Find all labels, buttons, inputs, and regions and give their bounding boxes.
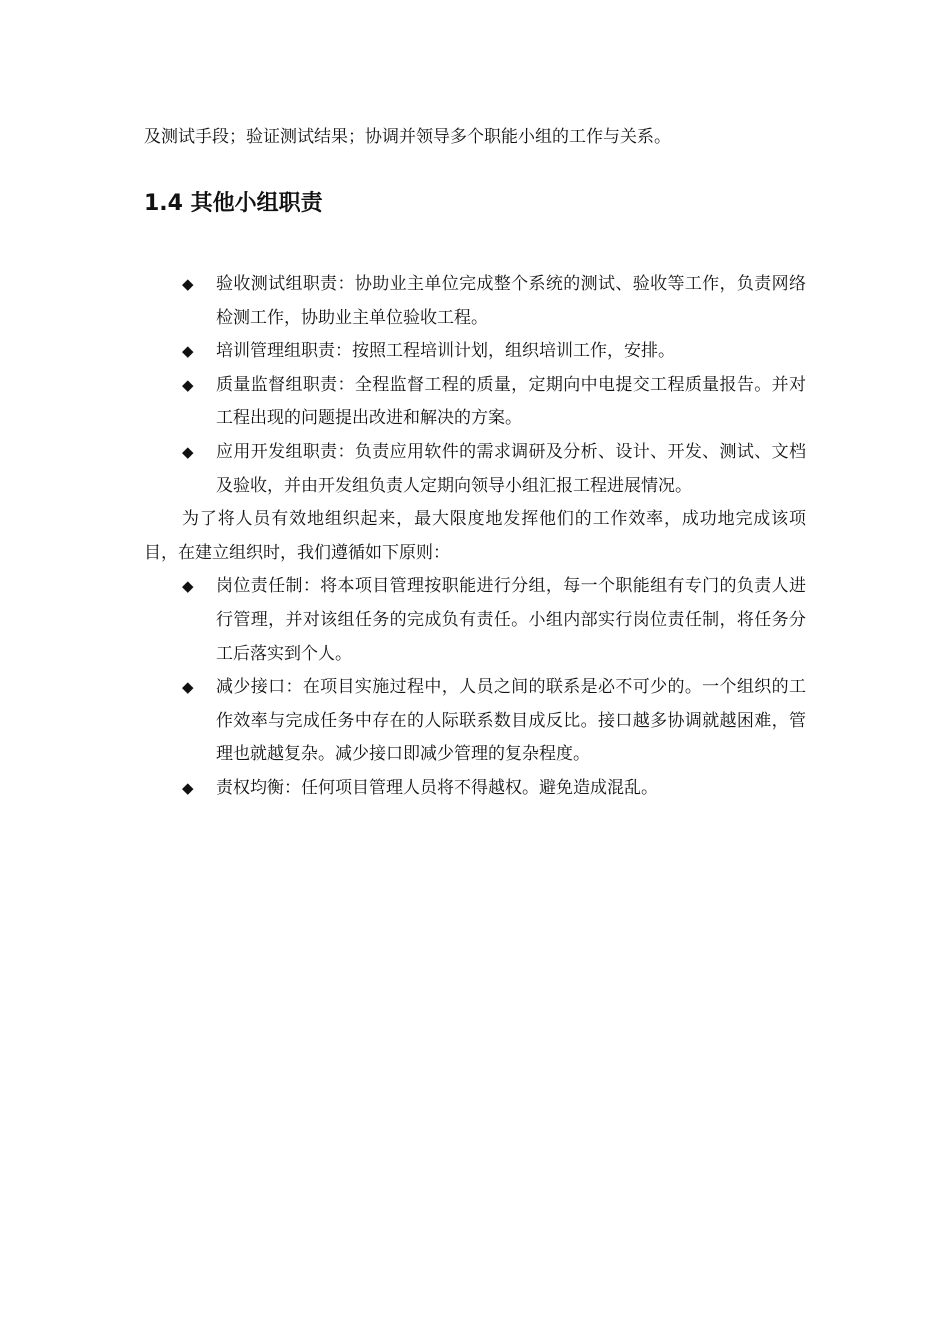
diamond-bullet-icon: ◆ [182,375,194,394]
principle-text: 岗位责任制：将本项目管理按职能进行分组，每一个职能组有专门的负责人进行管理，并对该组任务的完成负有责任。小组内部实行岗位责任制，将任务分工后落实到个人。 [216,576,806,664]
list-item [144,436,806,503]
list-item [144,772,806,806]
diamond-bullet-icon: ◆ [182,678,194,697]
list-item [144,671,806,772]
duty-text: 培训管理组职责：按照工程培训计划，组织培训工作，安排。 [216,341,675,362]
diamond-bullet-icon: ◆ [182,342,194,361]
list-item [144,335,806,369]
document-page [144,0,806,1344]
principle-text: 责权均衡：任何项目管理人员将不得越权。避免造成混乱。 [216,777,658,798]
duty-text: 应用开发组职责：负责应用软件的需求调研及分析、设计、开发、测试、文档及验收，并由开发组负责人定期向领导小组汇报工程进展情况。 [216,441,806,496]
list-item [144,369,806,436]
diamond-bullet-icon: ◆ [182,442,194,461]
duties-list [144,268,806,503]
list-item [144,570,806,671]
section-body [144,268,806,806]
diamond-bullet-icon: ◆ [182,778,194,797]
duty-text: 验收测试组职责：协助业主单位完成整个系统的测试、验收等工作，负责网络检测工作，协助业主单位验收工程。 [216,274,806,328]
intro-line: 及测试手段；验证测试结果；协调并领导多个职能小组的工作与关系。 [144,127,671,147]
principle-text: 减少接口：在项目实施过程中，人员之间的联系是必不可少的。一个组织的工作效率与完成任务中存在的人际联系数目成反比。接口越多协调就越困难，管理也就越复杂。减少接口即减少管理的复杂程度。 [216,677,806,765]
principles-list [144,570,806,805]
section-heading: 1.4 其他小组职责 [144,191,323,216]
list-item [144,268,806,335]
principles-intro-paragraph: 为了将人员有效地组织起来，最大限度地发挥他们的工作效率，成功地完成该项目，在建立组织时，我们遵循如下原则： [144,509,806,563]
diamond-bullet-icon: ◆ [182,275,194,293]
duty-text: 质量监督组职责：全程监督工程的质量，定期向中电提交工程质量报告。并对工程出现的问题提出改进和解决的方案。 [216,374,806,429]
diamond-bullet-icon: ◆ [182,577,194,596]
